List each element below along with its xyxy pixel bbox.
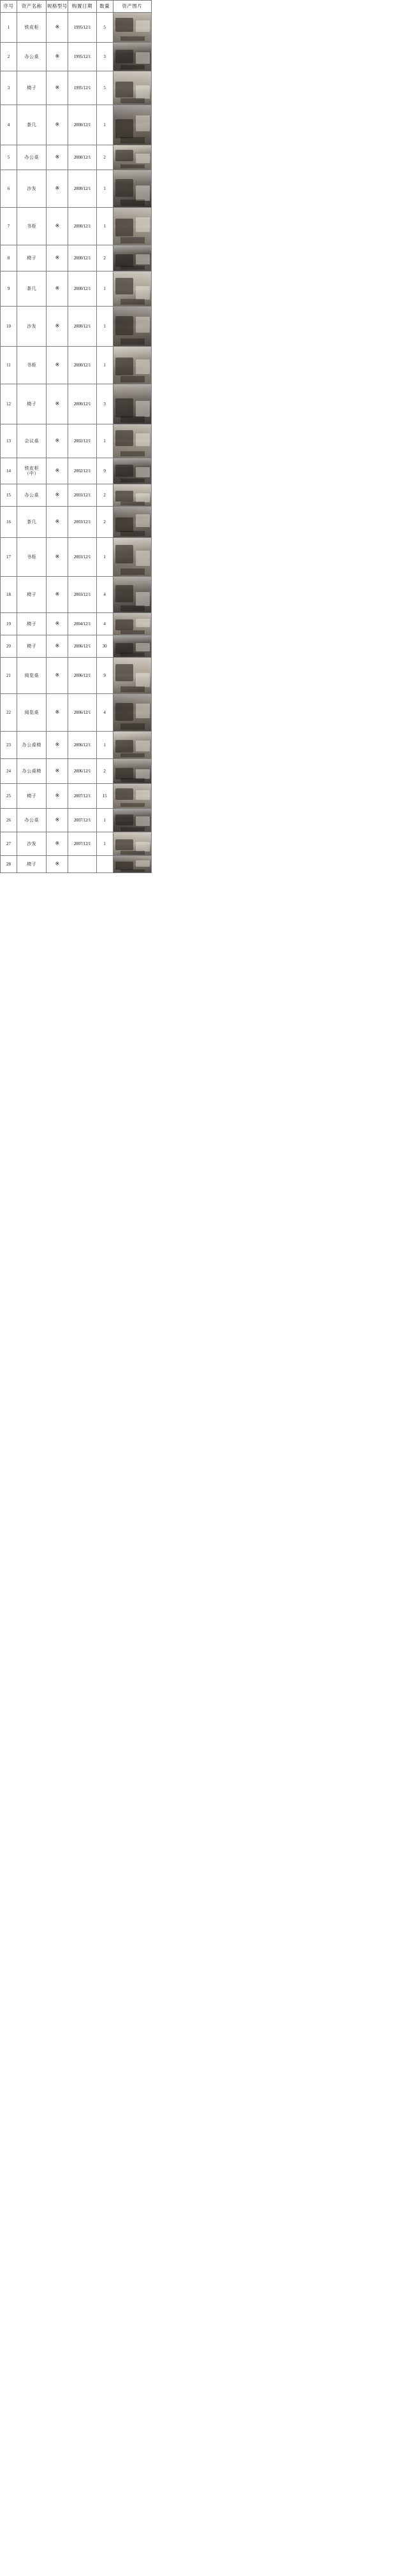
- cell-quantity: 4: [96, 694, 113, 732]
- folding-chair-photo: [113, 384, 152, 424]
- header-name: 资产名称: [17, 1, 47, 13]
- table-row: [1, 384, 152, 424]
- cell-model: ※: [47, 809, 68, 832]
- cell-asset-photo: [113, 635, 151, 658]
- header-model: 规格型号: [47, 1, 68, 13]
- cell-seq: 3: [1, 71, 17, 105]
- cell-asset-photo: [113, 832, 151, 856]
- table-row: [1, 145, 152, 170]
- chairs-grey-photo: [113, 784, 152, 808]
- cell-asset-photo: [113, 245, 151, 271]
- cabinet-room-photo: [113, 13, 152, 42]
- table-row: [1, 658, 152, 694]
- cell-purchase-date: 2002/12/1: [68, 458, 96, 484]
- cell-model: ※: [47, 635, 68, 658]
- cell-asset-name: 会议桌: [17, 424, 47, 458]
- table-row: [1, 732, 152, 759]
- cell-purchase-date: 2003/12/1: [68, 507, 96, 538]
- cell-model: ※: [47, 538, 68, 577]
- cell-asset-photo: [113, 809, 151, 832]
- cell-quantity: 1: [96, 170, 113, 208]
- sofa-corner-photo: [113, 307, 152, 346]
- cell-purchase-date: 2006/12/1: [68, 658, 96, 694]
- desk-photo: [113, 43, 152, 71]
- cell-quantity: 2: [96, 484, 113, 507]
- tea-table2-photo: [113, 507, 152, 537]
- table-row: [1, 105, 152, 145]
- table-row: [1, 424, 152, 458]
- cell-asset-photo: [113, 759, 151, 784]
- cell-asset-name: 铁皮柜: [17, 13, 47, 43]
- cell-seq: 17: [1, 538, 17, 577]
- cell-asset-photo: [113, 13, 151, 43]
- table-row: [1, 577, 152, 613]
- cell-seq: 14: [1, 458, 17, 484]
- cell-asset-name: 椅子: [17, 856, 47, 873]
- cell-quantity: 1: [96, 208, 113, 245]
- cell-model: ※: [47, 658, 68, 694]
- cell-seq: 26: [1, 809, 17, 832]
- cell-model: ※: [47, 484, 68, 507]
- table-row: [1, 170, 152, 208]
- black-desk-photo: [113, 484, 152, 506]
- table-row: [1, 43, 152, 71]
- header-seq: 序号: [1, 1, 17, 13]
- cell-model: ※: [47, 424, 68, 458]
- cell-quantity: 1: [96, 105, 113, 145]
- cell-seq: 6: [1, 170, 17, 208]
- cell-model: ※: [47, 856, 68, 873]
- table-header-row: [1, 1, 152, 13]
- table-row: [1, 271, 152, 307]
- cell-seq: 22: [1, 694, 17, 732]
- table-row: [1, 613, 152, 635]
- reading-table-photo: [113, 658, 152, 693]
- cell-purchase-date: 2000/12/1: [68, 105, 96, 145]
- cell-model: ※: [47, 458, 68, 484]
- cell-seq: 13: [1, 424, 17, 458]
- cell-quantity: 9: [96, 658, 113, 694]
- cell-model: ※: [47, 208, 68, 245]
- table-row: [1, 856, 152, 873]
- cell-asset-photo: [113, 458, 151, 484]
- cell-asset-name: 办公桌椅: [17, 759, 47, 784]
- wood-tea-table-photo: [113, 271, 152, 306]
- cell-purchase-date: 2003/12/1: [68, 577, 96, 613]
- cell-quantity: 3: [96, 43, 113, 71]
- cell-purchase-date: 1995/12/1: [68, 13, 96, 43]
- cell-asset-name: 椅子: [17, 635, 47, 658]
- cell-model: ※: [47, 732, 68, 759]
- chairs-photo: [113, 71, 152, 105]
- cell-asset-photo: [113, 856, 151, 873]
- chairs-many-photo: [113, 635, 152, 657]
- cell-model: ※: [47, 271, 68, 307]
- cell-purchase-date: 2007/12/1: [68, 832, 96, 856]
- cell-model: ※: [47, 759, 68, 784]
- cell-purchase-date: [68, 856, 96, 873]
- cell-asset-name: 椅子: [17, 784, 47, 809]
- cell-quantity: 5: [96, 13, 113, 43]
- cell-quantity: 1: [96, 424, 113, 458]
- cell-seq: 27: [1, 832, 17, 856]
- cell-purchase-date: 2004/12/1: [68, 613, 96, 635]
- cell-quantity: 2: [96, 145, 113, 170]
- cell-asset-photo: [113, 658, 151, 694]
- asset-table: [0, 0, 152, 873]
- cell-purchase-date: 2000/12/1: [68, 145, 96, 170]
- cell-model: ※: [47, 507, 68, 538]
- cell-purchase-date: 2003/12/1: [68, 484, 96, 507]
- cell-purchase-date: 2000/12/1: [68, 245, 96, 271]
- cell-asset-photo: [113, 145, 151, 170]
- chair-stack-photo: [113, 245, 152, 271]
- cell-quantity: 1: [96, 732, 113, 759]
- cell-seq: 19: [1, 613, 17, 635]
- cell-asset-name: 阅览桌: [17, 694, 47, 732]
- cell-asset-photo: [113, 424, 151, 458]
- cell-model: ※: [47, 170, 68, 208]
- cell-asset-name: 茶几: [17, 105, 47, 145]
- cell-model: ※: [47, 384, 68, 424]
- cell-asset-photo: [113, 43, 151, 71]
- cell-asset-name: 椅子: [17, 245, 47, 271]
- cell-quantity: 4: [96, 613, 113, 635]
- cell-asset-photo: [113, 71, 151, 105]
- cell-purchase-date: 2000/12/1: [68, 347, 96, 384]
- cell-quantity: 9: [96, 458, 113, 484]
- cell-purchase-date: 2006/12/1: [68, 732, 96, 759]
- cell-asset-name: 办公桌: [17, 43, 47, 71]
- cell-asset-name: [17, 458, 47, 484]
- cell-purchase-date: 2006/12/1: [68, 759, 96, 784]
- table-row: [1, 784, 152, 809]
- cell-model: ※: [47, 13, 68, 43]
- wood-desk-photo: [113, 809, 152, 832]
- table-row: [1, 484, 152, 507]
- cell-asset-name: 沙发: [17, 307, 47, 347]
- asset-inventory-sheet: [0, 0, 152, 873]
- cell-asset-photo: [113, 271, 151, 307]
- header-date: 购置日期: [68, 1, 96, 13]
- chair-last-photo: [113, 856, 152, 872]
- cell-model: ※: [47, 307, 68, 347]
- cell-seq: 8: [1, 245, 17, 271]
- cell-model: ※: [47, 694, 68, 732]
- cell-asset-name: 书柜: [17, 208, 47, 245]
- cell-model: ※: [47, 613, 68, 635]
- desk-chair-set-photo: [113, 732, 152, 758]
- cell-quantity: 3: [96, 384, 113, 424]
- cell-model: ※: [47, 784, 68, 809]
- cell-model: ※: [47, 245, 68, 271]
- cell-seq: 9: [1, 271, 17, 307]
- cell-asset-name: 阅览桌: [17, 658, 47, 694]
- table-row: [1, 71, 152, 105]
- cell-quantity: 1: [96, 271, 113, 307]
- table-row: [1, 507, 152, 538]
- cell-asset-name: 沙发: [17, 832, 47, 856]
- table-row: [1, 635, 152, 658]
- cell-seq: 20: [1, 635, 17, 658]
- shelf-photo: [113, 347, 152, 384]
- cell-seq: 12: [1, 384, 17, 424]
- meeting-table-photo: [113, 424, 152, 458]
- sofa-wood-photo: [113, 832, 152, 855]
- cell-asset-photo: [113, 538, 151, 577]
- cell-asset-name: 办公桌: [17, 145, 47, 170]
- cell-asset-photo: [113, 577, 151, 613]
- table-row: [1, 13, 152, 43]
- cell-asset-name: 书柜: [17, 538, 47, 577]
- cell-model: ※: [47, 145, 68, 170]
- table-row: [1, 307, 152, 347]
- cell-purchase-date: 2000/12/1: [68, 271, 96, 307]
- sofa-room-photo: [113, 170, 152, 207]
- cell-quantity: 1: [96, 307, 113, 347]
- cell-purchase-date: 2002/12/1: [68, 424, 96, 458]
- table-row: [1, 759, 152, 784]
- cell-seq: 1: [1, 13, 17, 43]
- cell-purchase-date: 1995/12/1: [68, 71, 96, 105]
- cell-asset-photo: [113, 170, 151, 208]
- table-body: [1, 13, 152, 873]
- cell-asset-photo: [113, 732, 151, 759]
- cell-asset-photo: [113, 105, 151, 145]
- cell-quantity: 30: [96, 635, 113, 658]
- cell-model: ※: [47, 577, 68, 613]
- cell-asset-name-line: （中）: [24, 471, 39, 476]
- cell-purchase-date: 2000/12/1: [68, 170, 96, 208]
- cell-seq: 21: [1, 658, 17, 694]
- cell-seq: 5: [1, 145, 17, 170]
- cell-model: ※: [47, 347, 68, 384]
- cell-asset-photo: [113, 507, 151, 538]
- cell-quantity: 2: [96, 507, 113, 538]
- cell-seq: 10: [1, 307, 17, 347]
- cell-seq: 18: [1, 577, 17, 613]
- cell-seq: 28: [1, 856, 17, 873]
- cell-asset-photo: [113, 694, 151, 732]
- cell-model: ※: [47, 105, 68, 145]
- cell-model: ※: [47, 71, 68, 105]
- cell-asset-photo: [113, 347, 151, 384]
- cell-asset-photo: [113, 208, 151, 245]
- table-row: [1, 832, 152, 856]
- cell-asset-name: 茶几: [17, 271, 47, 307]
- cell-asset-name: 茶几: [17, 507, 47, 538]
- cell-asset-name-line: 铁皮柜: [24, 465, 39, 471]
- table-row: [1, 347, 152, 384]
- cell-purchase-date: 2000/12/1: [68, 208, 96, 245]
- table-row: [1, 245, 152, 271]
- header-photo: 资产图片: [113, 1, 151, 13]
- cell-asset-name: 椅子: [17, 384, 47, 424]
- office-desk-photo: [113, 145, 152, 170]
- cell-model: ※: [47, 832, 68, 856]
- cell-quantity: 2: [96, 245, 113, 271]
- cell-seq: 24: [1, 759, 17, 784]
- tea-table-photo: [113, 105, 152, 145]
- cell-asset-photo: [113, 484, 151, 507]
- cell-purchase-date: 2000/12/1: [68, 384, 96, 424]
- bookcase-photo: [113, 208, 152, 245]
- cell-asset-name: 椅子: [17, 71, 47, 105]
- cell-seq: 7: [1, 208, 17, 245]
- cell-purchase-date: 1995/12/1: [68, 43, 96, 71]
- cell-quantity: 1: [96, 809, 113, 832]
- cell-asset-name: 办公桌: [17, 809, 47, 832]
- cell-asset-name: 办公桌: [17, 484, 47, 507]
- cell-quantity: 1: [96, 832, 113, 856]
- cell-asset-photo: [113, 384, 151, 424]
- cell-purchase-date: 2006/12/1: [68, 635, 96, 658]
- cell-quantity: [96, 856, 113, 873]
- table-row: [1, 809, 152, 832]
- header-qty: 数量: [96, 1, 113, 13]
- cell-quantity: 15: [96, 784, 113, 809]
- table-row: [1, 694, 152, 732]
- cell-asset-photo: [113, 613, 151, 635]
- cell-seq: 4: [1, 105, 17, 145]
- cell-purchase-date: 2007/12/1: [68, 809, 96, 832]
- cell-purchase-date: 2003/12/1: [68, 538, 96, 577]
- desk-chair-set2-photo: [113, 759, 152, 783]
- cell-asset-name: 书柜: [17, 347, 47, 384]
- metal-cabinet-photo: [113, 458, 152, 484]
- cell-model: ※: [47, 43, 68, 71]
- cell-seq: 11: [1, 347, 17, 384]
- cell-seq: 2: [1, 43, 17, 71]
- cell-quantity: 4: [96, 577, 113, 613]
- cell-seq: 23: [1, 732, 17, 759]
- cell-seq: 16: [1, 507, 17, 538]
- cell-purchase-date: 2000/12/1: [68, 307, 96, 347]
- chairs-row-photo: [113, 577, 152, 612]
- table-row: [1, 458, 152, 484]
- cell-quantity: 2: [96, 759, 113, 784]
- cell-quantity: 5: [96, 71, 113, 105]
- cell-seq: 25: [1, 784, 17, 809]
- cell-quantity: 1: [96, 347, 113, 384]
- cell-asset-name: 沙发: [17, 170, 47, 208]
- reading-table2-photo: [113, 694, 152, 731]
- cell-purchase-date: 2006/12/1: [68, 694, 96, 732]
- cell-quantity: 1: [96, 538, 113, 577]
- cell-asset-name: 办公桌椅: [17, 732, 47, 759]
- table-row: [1, 538, 152, 577]
- bookcase-window-photo: [113, 538, 152, 576]
- chairs-blue-photo: [113, 613, 152, 635]
- cell-asset-photo: [113, 784, 151, 809]
- table-row: [1, 208, 152, 245]
- cell-asset-photo: [113, 307, 151, 347]
- cell-asset-name: 椅子: [17, 613, 47, 635]
- cell-asset-name: 椅子: [17, 577, 47, 613]
- cell-seq: 15: [1, 484, 17, 507]
- cell-purchase-date: 2007/12/1: [68, 784, 96, 809]
